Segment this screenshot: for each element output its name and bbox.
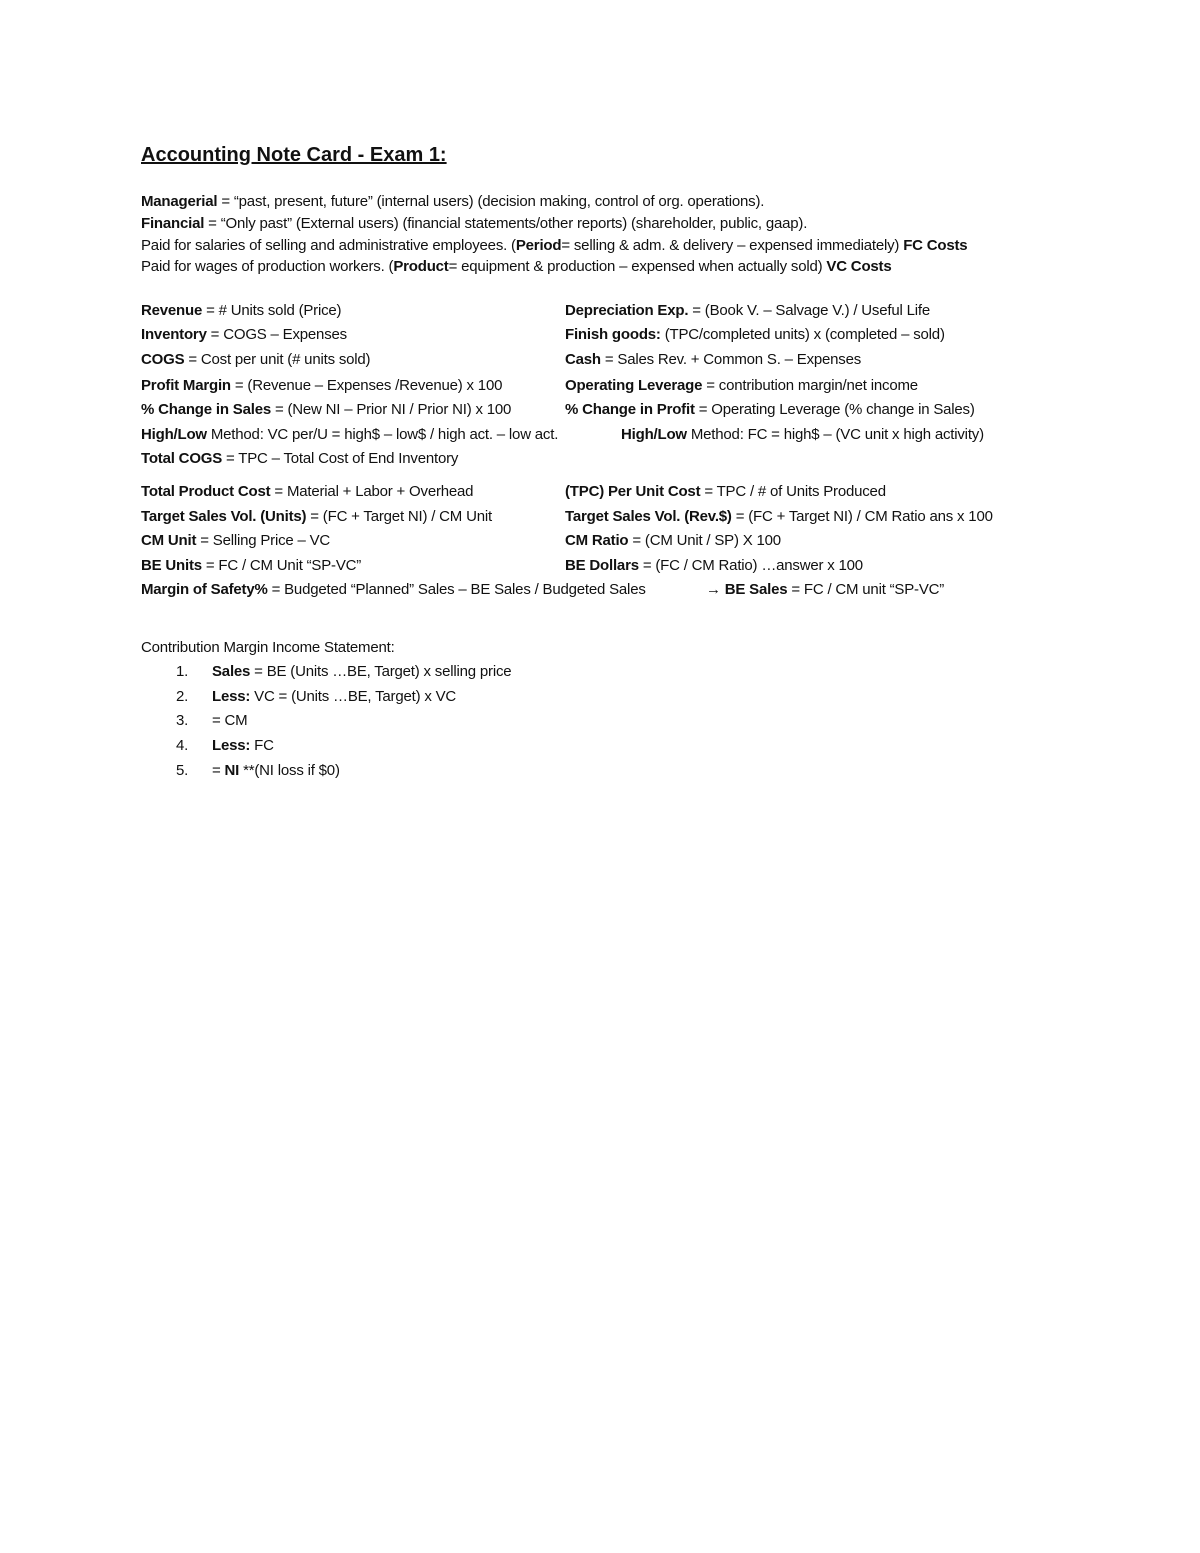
formula-total-product-cost: Total Product Cost = Material + Labor + Overhead: [141, 483, 474, 500]
formula-total-cogs: Total COGS = TPC – Total Cost of End Inventory: [141, 450, 459, 467]
formula-finish-goods: Finish goods: (TPC/completed units) x (completed – sold): [565, 326, 945, 343]
formula-change-in-profit: % Change in Profit = Operating Leverage (% change in Sales): [565, 401, 975, 418]
formula-cm-unit: CM Unit = Selling Price – VC: [141, 532, 331, 549]
formula-depreciation: Depreciation Exp. = (Book V. – Salvage V.) / Useful Life: [565, 302, 930, 319]
list-item: 4. Less: FC: [176, 737, 274, 754]
formula-cogs: COGS = Cost per unit (# units sold): [141, 351, 371, 368]
intro-line-product: Paid for wages of production workers. (Product= equipment & production – expensed when actually sold) VC Costs: [141, 258, 892, 275]
formula-per-unit-cost: (TPC) Per Unit Cost = TPC / # of Units Produced: [565, 483, 886, 500]
formula-change-in-sales: % Change in Sales = (New NI – Prior NI / Prior NI) x 100: [141, 401, 512, 418]
intro-line-financial: Financial = “Only past” (External users) (financial statements/other reports) (shareholder, public, gaap).: [141, 215, 808, 232]
intro-line-period: Paid for salaries of selling and administrative employees. (Period= selling & adm. & delivery – expensed immediately) FC Costs: [141, 237, 968, 254]
formula-cm-ratio: CM Ratio = (CM Unit / SP) X 100: [565, 532, 781, 549]
formula-inventory: Inventory = COGS – Expenses: [141, 326, 347, 343]
formula-profit-margin: Profit Margin = (Revenue – Expenses /Revenue) x 100: [141, 377, 503, 394]
formula-be-units: BE Units = FC / CM Unit “SP-VC”: [141, 557, 362, 574]
arrow-right-icon: →: [706, 581, 721, 598]
formula-operating-leverage: Operating Leverage = contribution margin/net income: [565, 377, 918, 394]
formula-high-low-vc: High/Low Method: VC per/U = high$ – low$ / high act. – low act.: [141, 426, 559, 443]
formula-revenue: Revenue = # Units sold (Price): [141, 302, 342, 319]
formula-target-sales-units: Target Sales Vol. (Units) = (FC + Target NI) / CM Unit: [141, 508, 492, 525]
formula-be-dollars: BE Dollars = (FC / CM Ratio) …answer x 100: [565, 557, 863, 574]
formula-be-sales: → BE Sales = FC / CM unit “SP-VC”: [706, 581, 945, 598]
page-title: Accounting Note Card - Exam 1:: [141, 144, 447, 166]
formula-margin-of-safety: Margin of Safety% = Budgeted “Planned” Sales – BE Sales / Budgeted Sales: [141, 581, 646, 598]
formula-high-low-fc: High/Low Method: FC = high$ – (VC unit x high activity): [621, 426, 984, 443]
formula-cash: Cash = Sales Rev. + Common S. – Expenses: [565, 351, 862, 368]
statement-heading: Contribution Margin Income Statement:: [141, 639, 395, 656]
list-item: 2. Less: VC = (Units …BE, Target) x VC: [176, 688, 457, 705]
list-item: 3. = CM: [176, 712, 248, 729]
list-item: 1. Sales = BE (Units …BE, Target) x selling price: [176, 663, 512, 680]
intro-line-managerial: Managerial = “past, present, future” (internal users) (decision making, control of org. operations).: [141, 193, 765, 210]
formula-target-sales-rev: Target Sales Vol. (Rev.$) = (FC + Target NI) / CM Ratio ans x 100: [565, 508, 993, 525]
list-item: 5. = NI **(NI loss if $0): [176, 762, 340, 779]
